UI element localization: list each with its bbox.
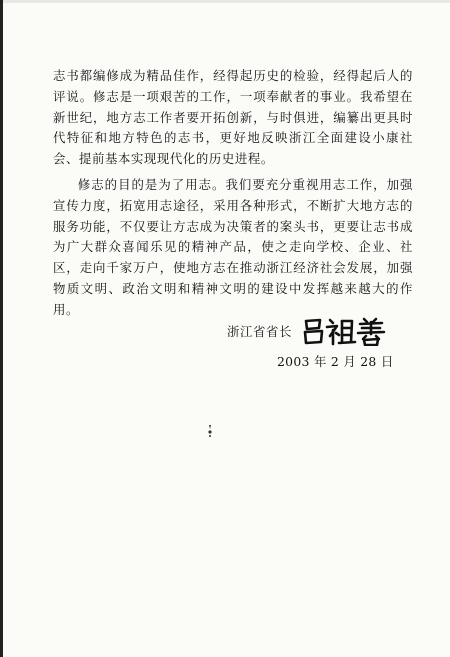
- signature-block: [227, 316, 390, 346]
- paragraph-1: 志书都编修成为精品佳作，经得起历史的检验，经得起后人的评说。修志是一项艰苦的工作，一项奉献者的事业。我希望在新世纪，地方志工作者要开拓创新，与时俱进，编纂出更具时代特征和地方特色的志书，更好地反映浙江全面建设小康社会、提前基本实现现代化的历史进程。: [53, 68, 413, 167]
- scan-edge: [3, 0, 450, 3]
- body-text: [53, 66, 413, 321]
- date-line: 2003 年 2 月 28 日: [277, 354, 394, 369]
- signature-title: 浙江省省长: [227, 324, 292, 339]
- scan-speck-mark: [205, 424, 215, 438]
- handwritten-signature: [300, 316, 390, 346]
- paragraph-2: 修志的目的是为了用志。我们要充分重视用志工作，加强宣传力度，拓宽用志途径，采用各种形式，不断扩大地方志的服务功能，不仅要让方志成为决策者的案头书，更要让志书成为广大群众喜闻乐见的精神产品，使之走向学校、企业、社区，走向千家万户，使地方志在推动浙江经济社会发展，加强物质文明、政治文明和精神文明的建设中发挥越来越大的作用。: [53, 176, 413, 317]
